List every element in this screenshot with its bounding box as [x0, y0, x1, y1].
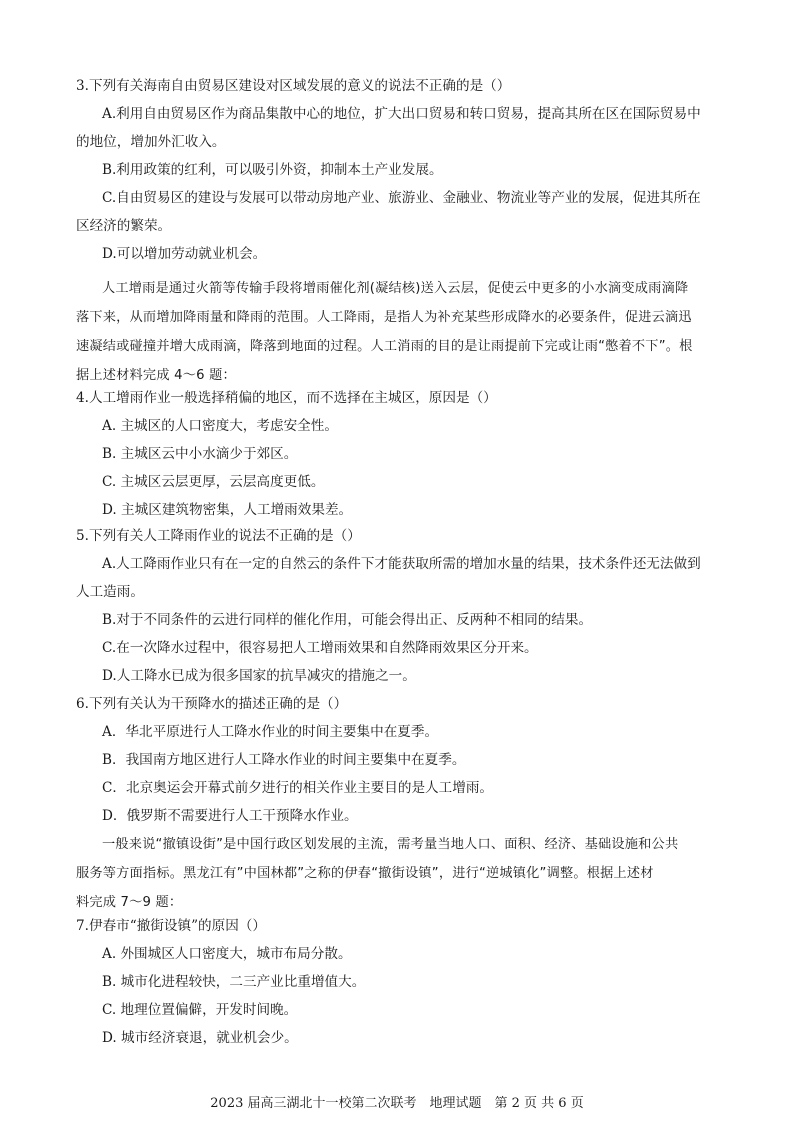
option-c: C.在一次降水过程中，很容易把人工增雨效果和自然降雨效果区分开来。 — [102, 640, 538, 656]
question-6 — [76, 690, 726, 830]
option-a: A.人工降雨作业只有在一定的自然云的条件下才能获取所需的增加水量的结果，技术条件还无法做到 — [102, 556, 701, 572]
option-d: D．俄罗斯不需要进行人工干预降水作业。 — [102, 808, 358, 824]
option-b: B. 城市化进程较快，二三产业比重增值大。 — [102, 974, 366, 990]
question-stem: 3.下列有关海南自由贸易区建设对区域发展的意义的说法不正确的是（） — [76, 78, 511, 94]
material-line: 一般来说“撤镇设街”是中国行政区划发展的主流，需考量当地人口、面积、经济、基础设施和公共 — [102, 837, 679, 852]
page-footer: 2023 届高三湖北十一校第二次联考 地理试题 第 2 页 共 6 页 — [210, 1096, 584, 1111]
question-3 — [76, 72, 726, 268]
option-c: C. 地理位置偏僻，开发时间晚。 — [102, 1002, 298, 1018]
material-line: 速凝结或碰撞并增大成雨滴，降落到地面的过程。人工消雨的目的是让雨提前下完或让雨“憋着不下”。根 — [76, 339, 693, 354]
option-a-continued: 人工造雨。 — [76, 584, 144, 600]
question-stem: 7.伊春市“撤街设镇”的原因（） — [76, 918, 266, 934]
question-stem: 5.下列有关人工降雨作业的说法不正确的是（） — [76, 528, 361, 544]
option-d: D.可以增加劳动就业机会。 — [102, 246, 267, 262]
question-stem: 6.下列有关认为干预降水的描述正确的是（） — [76, 696, 348, 712]
option-a: A.利用自由贸易区作为商品集散中心的地位，扩大出口贸易和转口贸易，提高其所在区在国际贸易中 — [102, 106, 701, 122]
material-line: 据上述材料完成 4～6 题： — [76, 368, 236, 383]
option-c: C. 主城区云层更厚，云层高度更低。 — [102, 474, 325, 490]
option-d: D. 主城区建筑物密集，人工增雨效果差。 — [102, 502, 353, 518]
option-c-continued: 区经济的繁荣。 — [76, 218, 172, 234]
material-line: 落下来，从而增加降雨量和降雨的范围。人工降雨，是指人为补充某些形成降水的必要条件，促进云滴迅 — [76, 310, 692, 325]
option-d: D. 城市经济衰退，就业机会少。 — [102, 1030, 298, 1046]
option-d: D.人工降水已成为很多国家的抗旱减灾的措施之一。 — [102, 668, 416, 684]
option-b: B. 主城区云中小水滴少于郊区。 — [102, 446, 298, 462]
question-7 — [76, 912, 726, 1052]
option-a: A. 外围城区人口密度大，城市布局分散。 — [102, 946, 352, 962]
material-yichun — [76, 830, 726, 917]
option-c: C．北京奥运会开幕式前夕进行的相关作业主要目的是人工增雨。 — [102, 780, 494, 796]
question-5 — [76, 522, 726, 690]
material-artificial-rain — [76, 274, 726, 390]
material-line: 服务等方面指标。黑龙江有”中国林都”之称的伊春“撤街设镇”，进行“逆城镇化”调整。根据上述材 — [76, 866, 654, 881]
option-a-continued: 的地位，增加外汇收入。 — [76, 134, 226, 150]
option-a: A. 主城区的人口密度大，考虑安全性。 — [102, 418, 338, 434]
material-line: 人工增雨是通过火箭等传输手段将增雨催化剂(凝结核)送入云层，促使云中更多的小水滴变成雨滴降 — [102, 281, 689, 296]
material-line: 料完成 7～9 题： — [76, 895, 183, 910]
option-b: B．我国南方地区进行人工降水作业的时间主要集中在夏季。 — [102, 752, 466, 768]
option-b: B.利用政策的红利，可以吸引外资，抑制本土产业发展。 — [102, 162, 443, 178]
option-a: A．华北平原进行人工降水作业的时间主要集中在夏季。 — [102, 724, 439, 740]
question-stem: 4.人工增雨作业一般选择稍偏的地区，而不选择在主城区，原因是（） — [76, 390, 497, 406]
option-b: B.对于不同条件的云进行同样的催化作用，可能会得出正、反两种不相同的结果。 — [102, 612, 593, 628]
option-c: C.自由贸易区的建设与发展可以带动房地产业、旅游业、金融业、物流业等产业的发展，促进其所在 — [102, 190, 701, 206]
question-4 — [76, 384, 726, 524]
